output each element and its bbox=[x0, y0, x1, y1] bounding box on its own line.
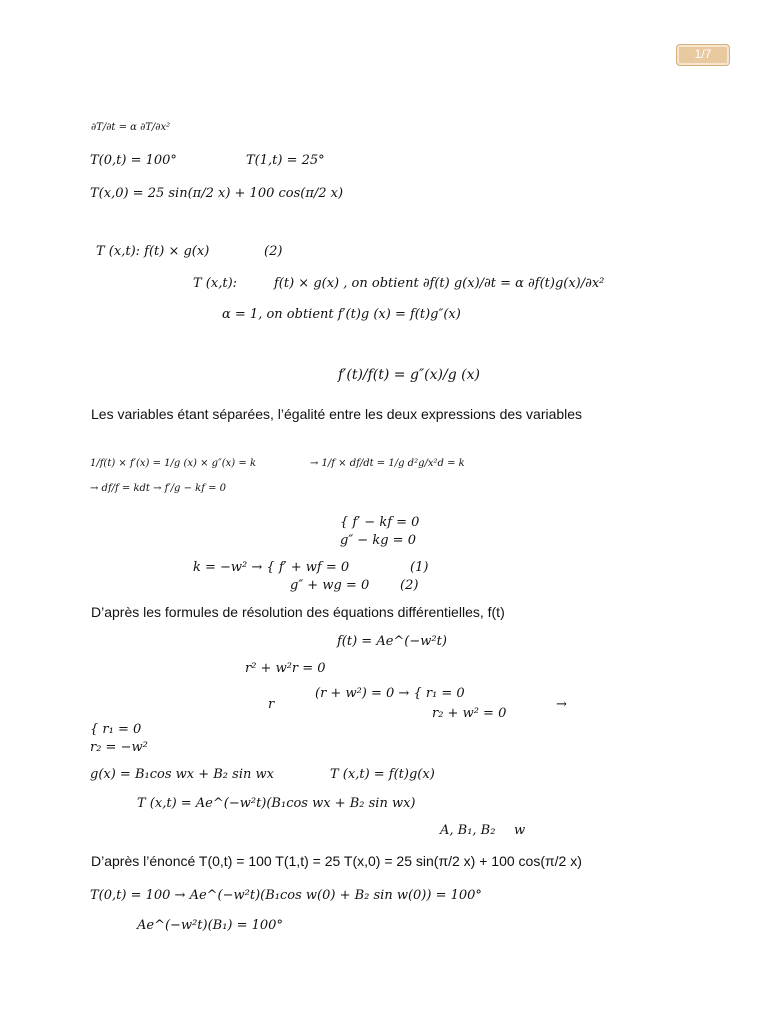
t-product: T (x,t) = f(t)g(x) bbox=[330, 767, 435, 782]
root-system-line-1: { r₁ = 0 bbox=[90, 722, 142, 737]
paragraph-enonce: D’après l’énoncé T(0,t) = 100 T(1,t) = 25 T(x,0) = 25 sin(π/2 x) + 100 cos(π/2 x) bbox=[91, 853, 582, 869]
root-label: r bbox=[268, 697, 275, 712]
equation-number-2: (2) bbox=[400, 578, 419, 593]
derivation-step: → df/f = kdt → f′/g − kf = 0 bbox=[90, 483, 227, 494]
k-substitution-line-1: k = −w² → { f′ + wf = 0 bbox=[193, 560, 350, 575]
constant-k-derivative: → 1/f × df/dt = 1/g d²g/x²d = k bbox=[310, 458, 465, 469]
constant-k-equation: 1/f(t) × f′(x) = 1/g (x) × g″(x) = k bbox=[90, 458, 257, 469]
substitution-expression: f(t) × g(x) , on obtient ∂f(t) g(x)/∂t = α ∂f(t)g(x)/∂x² bbox=[274, 276, 605, 291]
constant-w: w bbox=[514, 823, 526, 838]
roots-line-2: r₂ + w² = 0 bbox=[432, 706, 507, 721]
k-substitution-line-2: g″ + wg = 0 bbox=[290, 578, 370, 593]
page-indicator: 1/7 bbox=[676, 44, 730, 66]
roots-line-1: (r + w²) = 0 → { r₁ = 0 bbox=[315, 686, 465, 701]
separated-ratio: f′(t)/f(t) = g″(x)/g (x) bbox=[338, 367, 480, 383]
paragraph-separated-variables: Les variables étant séparées, l’égalité entre les deux expressions des variables bbox=[91, 406, 583, 422]
boundary-result: Ae^(−w²t)(B₁) = 100° bbox=[137, 918, 283, 933]
equation-number-1: (1) bbox=[410, 560, 429, 575]
g-solution: g(x) = B₁cos wx + B₂ sin wx bbox=[90, 767, 274, 782]
system-line-1: { f′ − kf = 0 bbox=[340, 515, 420, 530]
general-solution: T (x,t) = Ae^(−w²t)(B₁cos wx + B₂ sin wx) bbox=[137, 796, 416, 811]
f-solution: f(t) = Ae^(−w²t) bbox=[337, 634, 447, 649]
alpha-equation: α = 1, on obtient f′(t)g (x) = f(t)g″(x) bbox=[222, 307, 461, 322]
boundary-condition-right: T(1,t) = 25° bbox=[246, 153, 325, 168]
apply-boundary-condition: T(0,t) = 100 → Ae^(−w²t)(B₁cos w(0) + B₂ sin w(0)) = 100° bbox=[90, 888, 482, 903]
constants-list: A, B₁, B₂ bbox=[440, 823, 496, 838]
boundary-condition-left: T(0,t) = 100° bbox=[90, 153, 177, 168]
heat-equation: ∂T/∂t = α ∂T/∂x² bbox=[91, 122, 171, 133]
arrow: → bbox=[556, 697, 567, 712]
substitution-label: T (x,t): bbox=[193, 276, 238, 291]
root-system-line-2: r₂ = −w² bbox=[90, 740, 148, 755]
system-line-2: g″ − kg = 0 bbox=[340, 533, 416, 548]
paragraph-formulas: D’après les formules de résolution des équations différentielles, f(t) bbox=[91, 604, 505, 620]
separation-ansatz: T (x,t): f(t) × g(x) bbox=[96, 244, 210, 259]
initial-condition: T(x,0) = 25 sin(π/2 x) + 100 cos(π/2 x) bbox=[90, 186, 344, 201]
equation-number: (2) bbox=[264, 244, 283, 259]
characteristic-equation: r² + w²r = 0 bbox=[245, 661, 326, 676]
